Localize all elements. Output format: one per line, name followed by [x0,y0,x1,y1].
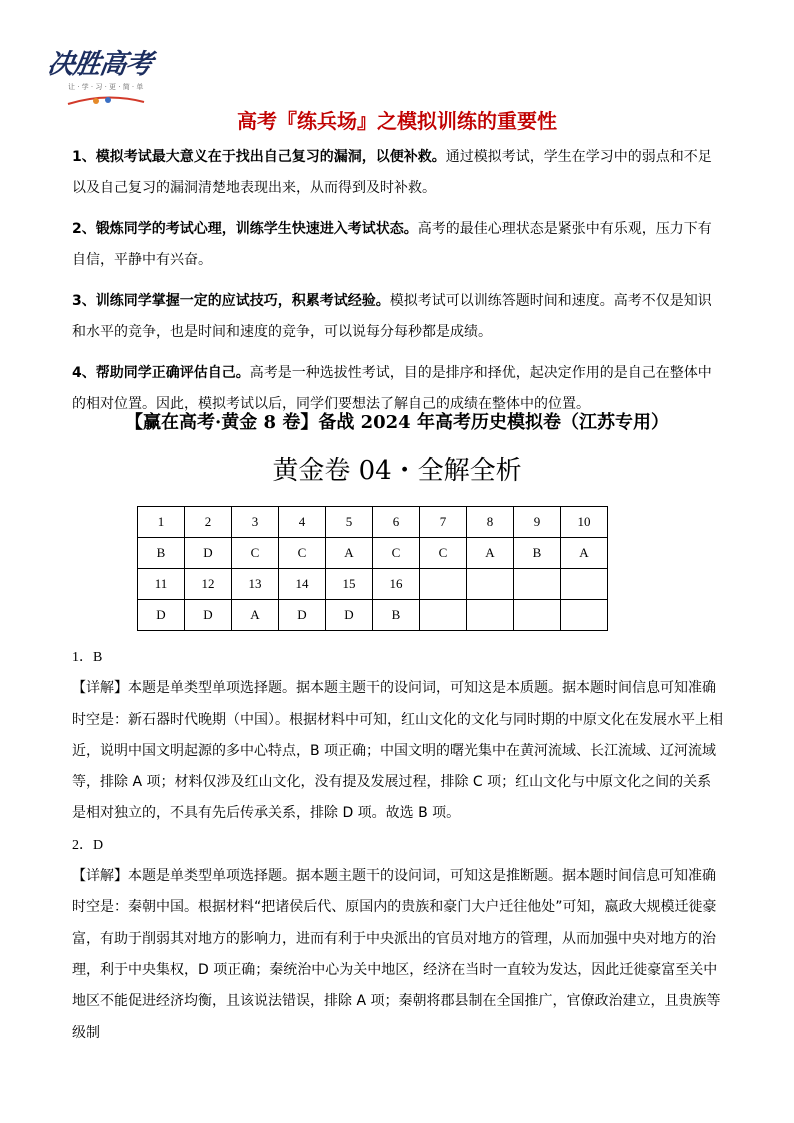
intro-paragraph-2 [72,214,724,276]
table-cell: C [279,538,326,569]
answer-detail-2: 【详解】本题是单类型单项选择题。据本题主题干的设问词，可知这是推断题。据本题时间信息可知准确时空是：秦朝中国。根据材料“把诸侯后代、原国内的贵族和豪门大户迁往他处”可知，嬴政大规模迁徙豪富，有助于削弱其对地方的影响力，进而有利于中央派出的官员对地方的管理，从而加强中央对地方的治理，利于中央集权，D 项正确；秦统治中心为关中地区，经济在当时一直较为发达，因此迁徙豪富至关中地区不能促进经济均衡，且该说法错误，排除 A 项；秦朝将郡县制在全国推广，官僚政治建立，且贵族等级制 [72,868,721,1041]
intro-text-4: 高考是一种选拔性考试，目的是排序和择优，起决定作用的是自己在整体中的相对位置。因此，模拟考试以后，同学们要想法了解自己的成绩在整体中的位置。 [72,365,712,412]
table-cell: D [326,600,373,631]
table-cell: 16 [373,569,420,600]
answer-details [72,642,724,1049]
table-cell [467,569,514,600]
table-cell: A [467,538,514,569]
table-cell [420,569,467,600]
table-cell: B [138,538,185,569]
intro-text-1: 通过模拟考试，学生在学习中的弱点和不足以及自己复习的漏洞清楚地表现出来，从而得到及时补救。 [72,149,712,196]
table-cell [467,600,514,631]
table-cell: 14 [279,569,326,600]
logo [46,38,166,110]
table-cell: D [185,538,232,569]
answer-detail-1: 【详解】本题是单类型单项选择题。据本题主题干的设问词，可知这是本质题。据本题时间信息可知准确时空是：新石器时代晚期（中国）。根据材料中可知，红山文化的文化与同时期的中原文化在发展水平上相近，说明中国文明起源的多中心特点，B 项正确；中国文明的曙光集中在黄河流域、长江流域、辽河流域等，排除 A 项；材料仅涉及红山文化，没有提及发展过程，排除 C 项；红山文化与中原文化之间的关系是相对独立的，不具有先后传承关系，排除 D 项。故选 B 项。 [72,680,723,822]
table-cell: D [185,600,232,631]
table-cell: 2 [185,507,232,538]
table-cell: 12 [185,569,232,600]
logo-slogan: 让 · 学 · 习 · 更 · 简 · 单 [68,83,144,91]
table-cell: 3 [232,507,279,538]
intro-heading-2: 2、锻炼同学的考试心理，训练学生快速进入考试状态。 [72,221,418,237]
table-row [138,538,608,569]
table-cell: 7 [420,507,467,538]
table-cell: 1 [138,507,185,538]
table-cell: 8 [467,507,514,538]
table-cell: B [373,600,420,631]
table-cell: C [232,538,279,569]
table-cell: D [138,600,185,631]
table-cell [514,569,561,600]
table-cell: 9 [514,507,561,538]
page-title: 高考『练兵场』之模拟训练的重要性 [237,109,557,133]
intro-paragraph-1 [72,142,724,204]
table-cell: 15 [326,569,373,600]
exam-title: 黄金卷 04・全解全析 [272,456,522,486]
table-cell: B [514,538,561,569]
logo-brand-text: 决胜高考 [45,49,154,80]
table-cell [561,569,608,600]
intro-heading-1: 1、模拟考试最大意义在于找出自己复习的漏洞，以便补救。 [72,149,446,165]
series-title: 【赢在高考·黄金 8 卷】备战 2024 年高考历史模拟卷（江苏专用） [125,412,669,433]
table-cell: 4 [279,507,326,538]
table-cell: A [561,538,608,569]
table-cell: 5 [326,507,373,538]
table-cell: 6 [373,507,420,538]
table-cell: C [373,538,420,569]
intro-section [72,142,724,430]
table-cell: 10 [561,507,608,538]
answer-table [137,506,608,631]
table-row [138,569,608,600]
intro-paragraph-3 [72,286,724,348]
intro-text-3: 模拟考试可以训练答题时间和速度。高考不仅是知识和水平的竞争，也是时间和速度的竞争，可以说每分每秒都是成绩。 [72,293,712,340]
table-cell: A [326,538,373,569]
intro-text-2: 高考的最佳心理状态是紧张中有乐观，压力下有自信，平静中有兴奋。 [72,221,712,268]
table-cell: 11 [138,569,185,600]
table-cell [514,600,561,631]
table-cell: A [232,600,279,631]
answer-number-1: 1．B [72,650,103,665]
table-cell: 13 [232,569,279,600]
table-row [138,507,608,538]
table-cell: D [279,600,326,631]
table-cell [420,600,467,631]
table-cell [561,600,608,631]
table-row [138,600,608,631]
answer-number-2: 2．D [72,837,104,853]
intro-heading-3: 3、训练同学掌握一定的应试技巧，积累考试经验。 [72,293,390,309]
table-cell: C [420,538,467,569]
intro-heading-4: 4、帮助同学正确评估自己。 [72,365,250,381]
